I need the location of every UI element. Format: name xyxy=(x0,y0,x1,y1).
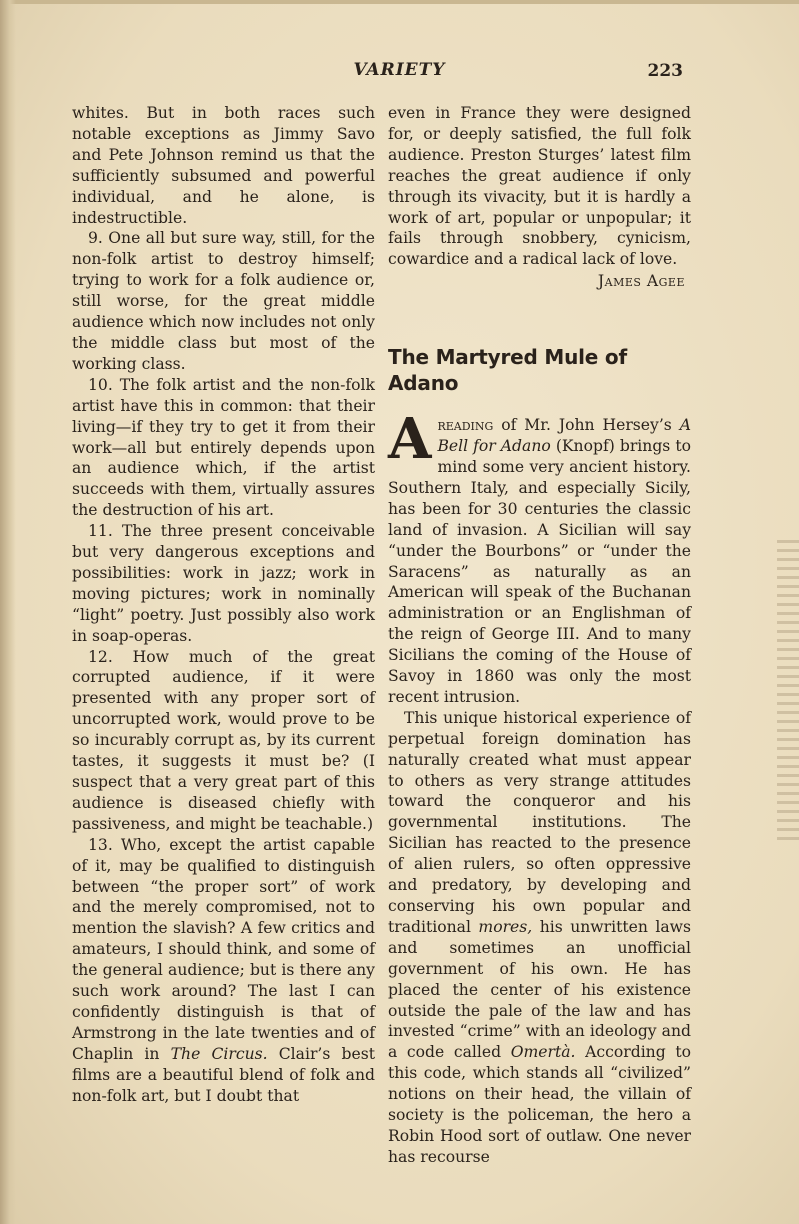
left-column xyxy=(72,103,375,1107)
page-top-edge xyxy=(0,0,799,4)
italic-word: mores, xyxy=(478,917,533,936)
article-title: The Martyred Mule of Adano xyxy=(388,345,627,396)
italic-book-title: A Bell for Adano xyxy=(437,416,691,456)
paragraph: 9. One all but sure way, still, for the non-folk artist to destroy himself; trying to work for a folk audience or, still worse, for the great middle audience which now includes not only the middle class but most of the working class. xyxy=(72,229,375,373)
running-head: VARIETY xyxy=(353,60,446,80)
margin-bleed-marks xyxy=(777,540,799,840)
paragraph: 11. The three present conceivable but very dangerous exceptions and possibilities: work in jazz; work in moving pictures; work in nominally “light” poetry. Just possibly also work in soap-operas. xyxy=(72,522,375,645)
italic-word: Omertà. xyxy=(510,1043,576,1062)
paragraph: whites. But in both races such notable exceptions as Jimmy Savo and Pete Johnson remind us that the sufficiently subsumed and powerful individual, and he alone, is indestructible. xyxy=(72,104,375,227)
paragraph xyxy=(72,835,375,1107)
paragraph-text: Clair’s best films are a beautiful blend of folk and non-folk art, but I doubt that xyxy=(72,1044,375,1105)
italic-title: The Circus. xyxy=(170,1044,268,1063)
page-binding-shadow xyxy=(0,0,16,1224)
lead-paragraph xyxy=(388,406,691,708)
drop-cap: A xyxy=(388,406,432,473)
paragraph-text: his unwritten laws and sometimes an unofficial government of his own. He has placed the center of his existence outside the pale of the law and has invested “crime” with an ideology and a code called xyxy=(388,917,691,1062)
lead-smallcaps: reading xyxy=(437,416,494,435)
page-header xyxy=(0,60,799,88)
paragraph: even in France they were designed for, or deeply satisfied, the full folk audience. Preston Sturges’ latest film reaches the great audience if only through its vivacity, but it is hardly a work of art, popular or unpopular; it fails through snobbery, cynicism, cowardice and a radical lack of love. xyxy=(388,104,691,269)
author-signature: James Agee xyxy=(597,272,685,291)
paragraph-text: This unique historical experience of perpetual foreign domination has naturally created what must appear to others as very strange attitudes toward the conqueror and his governmental institutions. The Sicilian has reacted to the presence of alien rulers, so often oppressive and predatory, by developing and conserving his own popular and traditional xyxy=(388,708,691,936)
paragraph: 12. How much of the great corrupted audience, if it were presented with any proper sort of uncorrupted work, would prove to be so incurably corrupt as, by its current tastes, it suggests it must be? (I suspect that a very great part of this audience is diseased chiefly with passiveness, and might be teachable.) xyxy=(72,647,375,833)
paragraph-text: (Knopf) brings to mind some very ancient history. Southern Italy, and especially Sicily, has been for 30 centuries the classic land of invasion. A Sicilian will say “under the Bourbons” or “under the Saracens” as naturally as an American will speak of the Buchanan administration or an Englishman of the reign of George III. And to many Sicilians the coming of the House of Savoy in 1860 was only the most recent intrusion. xyxy=(388,437,691,706)
paragraph: 10. The folk artist and the non-folk artist have this in common: that their living—if they try to get it from their work—all but entirely depends upon an audience which, if the artist succeeds with them, virtually assures the destruction of his art. xyxy=(72,375,375,520)
paragraph xyxy=(388,708,691,1168)
paragraph-text: 13. Who, except the artist capable of it, may be qualified to distinguish between “the proper sort” of work and the merely compromised, not to mention the slavish? A few critics and amateurs, I should think, and some of the general audience; but is there any such work around? The last I can confidently distinguish is that of Armstrong in the late twenties and of Chaplin in xyxy=(72,835,375,1063)
paragraph-text: of Mr. John Hersey’s xyxy=(493,416,680,435)
page-number: 223 xyxy=(647,61,683,81)
right-column xyxy=(388,103,691,1168)
paragraph-text: According to this code, which stands all “civilized” notions on their head, the villain of society is the policeman, the hero a Robin Hood sort of outlaw. One never has recourse xyxy=(388,1043,691,1166)
